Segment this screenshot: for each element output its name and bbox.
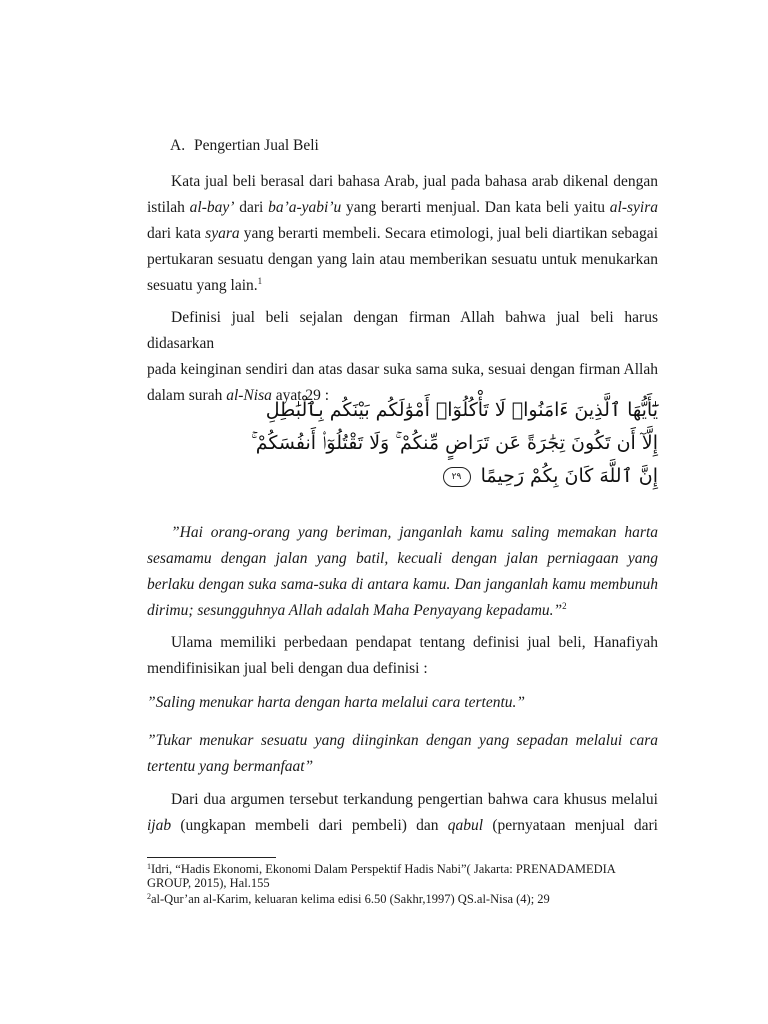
p1-text: yang berarti menjual. Dan kata beli yaitu: [341, 199, 610, 216]
quote1-line4: [147, 598, 658, 624]
p1-line5: [147, 273, 658, 299]
p4-line1: Dari dua argumen tersebut terkandung pengertian bahwa cara khusus melalui: [171, 791, 658, 808]
footnote-1-text: Idri, “Hadis Ekonomi, Ekonomi Dalam Perspektif Hadis Nabi”( Jakarta: PRENADAMEDIA: [151, 862, 616, 876]
p4-line2: [147, 813, 658, 839]
p2-line2: pada keinginan sendiri dan atas dasar suka sama suka, sesuai dengan firman Allah: [147, 361, 658, 378]
footnote-1: [147, 862, 658, 890]
footnote-ref-2[interactable]: 2: [562, 601, 567, 611]
p2-text: ayat 29 :: [271, 387, 330, 404]
footnote-2-text: al-Qur’an al-Karim, keluaran kelima edisi 6.50 (Sakhr,1997) QS.al-Nisa (4); 29: [151, 892, 550, 906]
paragraph-ijab-qabul: [147, 787, 658, 839]
p3-line2: mendifinisikan jual beli dengan dua definisi :: [147, 660, 428, 677]
term-ijab: ijab: [147, 817, 172, 834]
p1-line4: pertukaran sesuatu dengan yang lain atau memberikan sesuatu untuk menukarkan: [147, 251, 658, 268]
p1-line3: [147, 221, 658, 247]
quote1-text: dirimu; sesungguhnya Allah adalah Maha Penyayang kepadamu.”: [147, 602, 563, 619]
term-baa-yabiu: ba’a-yabi’u: [268, 199, 342, 216]
p1-text: dari kata: [147, 225, 206, 242]
term-qabul: qabul: [447, 817, 484, 834]
p2-line1: Definisi jual beli sejalan dengan firman Allah bahwa jual beli harus didasarkan: [147, 309, 658, 352]
p2-text: dalam surah: [147, 387, 227, 404]
footnote-2-line1: [147, 892, 658, 906]
quote3-line1: ”Tukar menukar sesuatu yang diinginkan dengan yang sepadan melalui cara: [147, 732, 658, 749]
footnote-ref-1[interactable]: 1: [257, 276, 263, 286]
arabic-verse-line-1: يَٰٓأَيُّهَا ٱلَّذِينَ ءَامَنُوا۟ لَا تَأْكُلُوٓا۟ أَمْوَٰلَكُم بَيْنَكُم بِٱلْبَٰطِلِ: [265, 399, 658, 421]
p1-line1: Kata jual beli berasal dari bahasa Arab, jual pada bahasa arab dikenal dengan: [171, 173, 658, 190]
term-al-syira: al-syira: [609, 199, 658, 216]
section-title: Pengertian Jual Beli: [194, 137, 319, 154]
section-heading: [170, 136, 319, 156]
p4-text: (ungkapan membeli dari pembeli) dan: [171, 817, 448, 834]
paragraph-quran-reference: [147, 305, 658, 409]
arabic-verse-text: إِنَّ ٱللَّهَ كَانَ بِكُمْ رَحِيمًا: [480, 465, 658, 487]
ayah-number-icon: ٢٩: [443, 467, 471, 487]
paragraph-ulama-definitions: [147, 630, 658, 682]
verse-translation-quote: [147, 520, 658, 624]
footnote-divider: [147, 857, 276, 858]
paragraph-definition-etymology: [147, 169, 658, 299]
p1-text: dari: [234, 199, 269, 216]
footnote-2: [147, 892, 658, 906]
term-al-bay: al-bay’: [189, 199, 235, 216]
definition-quote-1: ”Saling menukar harta dengan harta melalui cara tertentu.”: [147, 694, 526, 711]
footnote-1-line2: GROUP, 2015), Hal.155: [147, 876, 270, 890]
p1-line2: [147, 195, 658, 221]
p1-text: yang berarti membeli. Secara etimologi, jual beli diartikan sebagai: [239, 225, 658, 242]
quote1-line2: sesamamu dengan jalan yang batil, kecuali dengan jalan perniagaan yang: [147, 550, 658, 567]
footnote-1-line1: [147, 862, 658, 876]
quote3-line2: tertentu yang bermanfaat”: [147, 758, 314, 775]
p1-text: istilah: [147, 199, 190, 216]
arabic-verse-line-2: إِلَّآ أَن تَكُونَ تِجَٰرَةً عَن تَرَاضٍ مِّنكُمْ ۚ وَلَا تَقْتُلُوٓا۟ أَنفُسَكُمْ ۚ: [251, 432, 658, 454]
footnote-1-number: 1: [147, 862, 151, 871]
p1-text: sesuatu yang lain.: [147, 277, 258, 294]
section-number: A.: [170, 137, 186, 154]
arabic-verse-line-3: [270, 465, 658, 487]
footnote-2-number: 2: [147, 892, 151, 901]
quote1-line1: ”Hai orang-orang yang beriman, janganlah kamu saling memakan harta: [171, 524, 658, 541]
surah-name: al-Nisa: [226, 387, 272, 404]
p3-line1: Ulama memiliki perbedaan pendapat tentang definisi jual beli, Hanafiyah: [171, 634, 658, 651]
p4-text: (pernyataan menjual dari: [483, 817, 658, 834]
term-syara: syara: [205, 225, 240, 242]
quote1-line3: berlaku dengan suka sama-suka di antara kamu. Dan janganlah kamu membunuh: [147, 576, 658, 593]
definition-quote-2: [147, 728, 658, 780]
